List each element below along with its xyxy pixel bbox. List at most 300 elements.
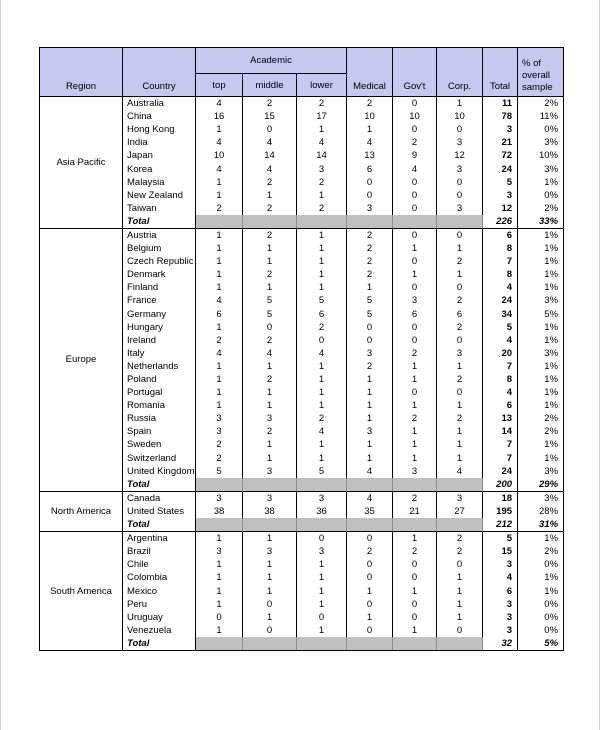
academic-lower-cell: 1: [297, 360, 347, 373]
total-blank-cell: [393, 215, 437, 229]
academic-lower-cell: 0: [297, 334, 347, 347]
medical-cell: 4: [347, 465, 393, 478]
total-cell: 13: [483, 412, 518, 425]
academic-middle-cell: 0: [243, 123, 297, 136]
academic-middle-cell: 4: [243, 136, 297, 149]
country-cell: Peru: [123, 598, 196, 611]
govt-cell: 0: [393, 611, 437, 624]
table-row: [40, 491, 564, 505]
academic-top-cell: 1: [196, 360, 243, 373]
academic-top-cell: 5: [196, 465, 243, 478]
academic-lower-cell: 1: [297, 571, 347, 584]
table-row: [40, 532, 564, 546]
academic-middle-cell: 15: [243, 110, 297, 123]
govt-cell: 9: [393, 149, 437, 162]
medical-cell: 0: [347, 558, 393, 571]
academic-top-cell: 2: [196, 202, 243, 215]
total-label: Total: [123, 215, 196, 229]
govt-cell: 1: [393, 242, 437, 255]
country-cell: Switzerland: [123, 452, 196, 465]
medical-cell: 0: [347, 176, 393, 189]
corp-cell: 1: [437, 360, 483, 373]
corp-cell: 2: [437, 321, 483, 334]
medical-cell: 3: [347, 202, 393, 215]
medical-cell: 2: [347, 545, 393, 558]
academic-middle-cell: 5: [243, 308, 297, 321]
academic-middle-cell: 2: [243, 97, 297, 111]
govt-cell: 1: [393, 360, 437, 373]
medical-cell: 1: [347, 281, 393, 294]
country-cell: Hungary: [123, 321, 196, 334]
academic-lower-cell: 1: [297, 242, 347, 255]
total-blank-cell: [437, 478, 483, 492]
academic-top-cell: 0: [196, 611, 243, 624]
pct-cell: 1%: [518, 321, 564, 334]
total-cell: 8: [483, 268, 518, 281]
academic-lower-cell: 3: [297, 545, 347, 558]
academic-middle-cell: 2: [243, 334, 297, 347]
total-cell: 11: [483, 97, 518, 111]
pct-cell: 1%: [518, 360, 564, 373]
academic-middle-cell: 2: [243, 176, 297, 189]
medical-cell: 3: [347, 425, 393, 438]
medical-cell: 2: [347, 228, 393, 242]
academic-top-cell: 4: [196, 347, 243, 360]
medical-cell: 2: [347, 360, 393, 373]
govt-cell: 1: [393, 438, 437, 451]
total-cell: 4: [483, 386, 518, 399]
govt-cell: 1: [393, 399, 437, 412]
total-blank-cell: [243, 215, 297, 229]
country-cell: Italy: [123, 347, 196, 360]
total-cell: 24: [483, 162, 518, 175]
corp-cell: 2: [437, 294, 483, 307]
total-cell: 7: [483, 360, 518, 373]
corp-cell: 1: [437, 97, 483, 111]
academic-middle-cell: 0: [243, 598, 297, 611]
total-cell: 8: [483, 242, 518, 255]
corp-cell: 1: [437, 584, 483, 597]
total-cell: 12: [483, 202, 518, 215]
academic-lower-cell: 1: [297, 281, 347, 294]
academic-top-cell: 10: [196, 149, 243, 162]
corp-cell: 3: [437, 491, 483, 505]
corp-cell: 2: [437, 255, 483, 268]
academic-middle-cell: 4: [243, 347, 297, 360]
country-cell: Canada: [123, 491, 196, 505]
country-cell: Uruguay: [123, 611, 196, 624]
academic-lower-cell: 1: [297, 386, 347, 399]
academic-top-cell: 1: [196, 624, 243, 637]
regional-sample-table: [39, 47, 564, 651]
academic-lower-cell: 1: [297, 624, 347, 637]
medical-cell: 2: [347, 97, 393, 111]
pct-cell: 2%: [518, 412, 564, 425]
corp-cell: 0: [437, 386, 483, 399]
academic-top-cell: 4: [196, 294, 243, 307]
medical-cell: 0: [347, 571, 393, 584]
academic-top-cell: 1: [196, 584, 243, 597]
academic-lower-cell: 1: [297, 399, 347, 412]
country-cell: Denmark: [123, 268, 196, 281]
country-cell: Poland: [123, 373, 196, 386]
country-cell: Portugal: [123, 386, 196, 399]
govt-cell: 2: [393, 491, 437, 505]
govt-cell: 2: [393, 545, 437, 558]
medical-cell: 5: [347, 308, 393, 321]
govt-cell: 0: [393, 334, 437, 347]
pct-cell: 2%: [518, 425, 564, 438]
govt-cell: 0: [393, 97, 437, 111]
medical-cell: 1: [347, 412, 393, 425]
academic-middle-cell: 1: [243, 281, 297, 294]
corp-cell: 0: [437, 176, 483, 189]
govt-cell: 0: [393, 571, 437, 584]
academic-middle-cell: 0: [243, 321, 297, 334]
country-cell: New Zealand: [123, 189, 196, 202]
total-value: 200: [483, 478, 518, 492]
academic-lower-cell: 0: [297, 532, 347, 546]
medical-cell: 1: [347, 123, 393, 136]
corp-cell: 3: [437, 347, 483, 360]
country-cell: Hong Kong: [123, 123, 196, 136]
govt-cell: 2: [393, 412, 437, 425]
academic-middle-cell: 5: [243, 294, 297, 307]
pct-cell: 1%: [518, 268, 564, 281]
table-row: [40, 228, 564, 242]
country-cell: Malaysia: [123, 176, 196, 189]
academic-lower-cell: 36: [297, 505, 347, 518]
academic-middle-cell: 1: [243, 255, 297, 268]
academic-middle-cell: 1: [243, 242, 297, 255]
academic-middle-cell: 3: [243, 491, 297, 505]
country-cell: United Kingdom: [123, 465, 196, 478]
academic-top-header: top: [196, 74, 243, 97]
region-cell: South America: [40, 532, 123, 651]
academic-lower-cell: 6: [297, 308, 347, 321]
academic-top-cell: 1: [196, 189, 243, 202]
pct-cell: 1%: [518, 438, 564, 451]
total-cell: 4: [483, 334, 518, 347]
academic-middle-cell: 2: [243, 228, 297, 242]
country-cell: United States: [123, 505, 196, 518]
total-blank-cell: [393, 637, 437, 651]
total-cell: 8: [483, 373, 518, 386]
academic-lower-cell: 1: [297, 255, 347, 268]
academic-lower-cell: 2: [297, 321, 347, 334]
country-cell: Australia: [123, 97, 196, 111]
academic-top-cell: 1: [196, 598, 243, 611]
medical-cell: 6: [347, 162, 393, 175]
pct-cell: 1%: [518, 334, 564, 347]
medical-header: Medical: [347, 48, 393, 97]
academic-middle-cell: 1: [243, 611, 297, 624]
medical-cell: 1: [347, 584, 393, 597]
govt-cell: 0: [393, 189, 437, 202]
country-cell: Mexico: [123, 584, 196, 597]
total-blank-cell: [243, 518, 297, 532]
pct-cell: 2%: [518, 97, 564, 111]
total-pct: 33%: [518, 215, 564, 229]
total-cell: 15: [483, 545, 518, 558]
academic-top-cell: 4: [196, 162, 243, 175]
academic-lower-cell: 2: [297, 412, 347, 425]
academic-top-cell: 1: [196, 386, 243, 399]
country-cell: Argentina: [123, 532, 196, 546]
pct-cell: 0%: [518, 558, 564, 571]
medical-cell: 10: [347, 110, 393, 123]
total-cell: 3: [483, 598, 518, 611]
total-blank-cell: [393, 478, 437, 492]
total-cell: 4: [483, 281, 518, 294]
academic-lower-cell: 1: [297, 598, 347, 611]
academic-top-cell: 3: [196, 425, 243, 438]
country-cell: Taiwan: [123, 202, 196, 215]
academic-top-cell: 1: [196, 532, 243, 546]
academic-lower-cell: 1: [297, 452, 347, 465]
govt-cell: 0: [393, 202, 437, 215]
table-row: [40, 97, 564, 111]
corp-cell: 0: [437, 123, 483, 136]
pct-cell: 1%: [518, 281, 564, 294]
govt-cell: 1: [393, 584, 437, 597]
total-cell: 3: [483, 189, 518, 202]
total-blank-cell: [243, 478, 297, 492]
academic-top-cell: 3: [196, 545, 243, 558]
total-cell: 4: [483, 571, 518, 584]
pct-header: % of overall sample: [518, 48, 564, 97]
medical-cell: 4: [347, 491, 393, 505]
total-cell: 21: [483, 136, 518, 149]
corp-cell: 0: [437, 558, 483, 571]
academic-lower-cell: 1: [297, 584, 347, 597]
academic-top-cell: 1: [196, 399, 243, 412]
total-pct: 5%: [518, 637, 564, 651]
academic-top-cell: 1: [196, 281, 243, 294]
academic-middle-cell: 1: [243, 584, 297, 597]
academic-lower-cell: 4: [297, 136, 347, 149]
academic-lower-cell: 1: [297, 123, 347, 136]
medical-cell: 0: [347, 532, 393, 546]
total-blank-cell: [393, 518, 437, 532]
country-cell: Sweden: [123, 438, 196, 451]
corp-header: Corp.: [437, 48, 483, 97]
total-cell: 3: [483, 611, 518, 624]
govt-cell: 0: [393, 598, 437, 611]
academic-top-cell: 1: [196, 558, 243, 571]
corp-cell: 0: [437, 228, 483, 242]
academic-middle-cell: 1: [243, 532, 297, 546]
total-cell: 6: [483, 228, 518, 242]
academic-middle-cell: 1: [243, 189, 297, 202]
academic-top-cell: 1: [196, 268, 243, 281]
corp-cell: 0: [437, 281, 483, 294]
academic-lower-cell: 1: [297, 558, 347, 571]
govt-cell: 3: [393, 294, 437, 307]
corp-cell: 3: [437, 136, 483, 149]
corp-cell: 2: [437, 373, 483, 386]
academic-lower-cell: 0: [297, 611, 347, 624]
academic-middle-cell: 14: [243, 149, 297, 162]
corp-cell: 6: [437, 308, 483, 321]
govt-cell: 0: [393, 123, 437, 136]
region-cell: Europe: [40, 228, 123, 491]
country-cell: Finland: [123, 281, 196, 294]
academic-middle-cell: 1: [243, 399, 297, 412]
pct-cell: 0%: [518, 598, 564, 611]
govt-cell: 1: [393, 425, 437, 438]
pct-cell: 28%: [518, 505, 564, 518]
total-cell: 5: [483, 532, 518, 546]
total-cell: 14: [483, 425, 518, 438]
total-label: Total: [123, 637, 196, 651]
corp-cell: 0: [437, 334, 483, 347]
corp-cell: 10: [437, 110, 483, 123]
table-body: [40, 97, 564, 651]
medical-cell: 2: [347, 268, 393, 281]
medical-cell: 4: [347, 136, 393, 149]
total-blank-cell: [347, 215, 393, 229]
corp-cell: 1: [437, 425, 483, 438]
academic-top-cell: 1: [196, 373, 243, 386]
pct-cell: 1%: [518, 255, 564, 268]
medical-cell: 1: [347, 373, 393, 386]
total-value: 212: [483, 518, 518, 532]
academic-lower-cell: 2: [297, 176, 347, 189]
pct-cell: 1%: [518, 571, 564, 584]
pct-cell: 1%: [518, 399, 564, 412]
pct-cell: 1%: [518, 373, 564, 386]
academic-middle-cell: 3: [243, 465, 297, 478]
total-cell: 24: [483, 294, 518, 307]
region-header: Region: [40, 48, 123, 97]
pct-cell: 11%: [518, 110, 564, 123]
academic-middle-cell: 1: [243, 571, 297, 584]
govt-cell: 4: [393, 162, 437, 175]
medical-cell: 3: [347, 347, 393, 360]
corp-cell: 1: [437, 242, 483, 255]
academic-top-cell: 2: [196, 452, 243, 465]
total-pct: 31%: [518, 518, 564, 532]
govt-cell: 3: [393, 465, 437, 478]
academic-lower-cell: 4: [297, 347, 347, 360]
academic-top-cell: 2: [196, 438, 243, 451]
corp-cell: 0: [437, 189, 483, 202]
academic-middle-cell: 0: [243, 624, 297, 637]
country-cell: Germany: [123, 308, 196, 321]
corp-cell: 0: [437, 624, 483, 637]
govt-cell: 0: [393, 228, 437, 242]
total-blank-cell: [297, 478, 347, 492]
country-cell: India: [123, 136, 196, 149]
govt-cell: 6: [393, 308, 437, 321]
academic-top-cell: 2: [196, 334, 243, 347]
govt-cell: 1: [393, 373, 437, 386]
total-cell: 7: [483, 255, 518, 268]
academic-middle-cell: 1: [243, 438, 297, 451]
pct-cell: 1%: [518, 532, 564, 546]
country-cell: Romania: [123, 399, 196, 412]
total-cell: 5: [483, 176, 518, 189]
academic-middle-cell: 3: [243, 412, 297, 425]
pct-cell: 3%: [518, 294, 564, 307]
total-blank-cell: [196, 215, 243, 229]
academic-middle-cell: 1: [243, 452, 297, 465]
academic-lower-cell: 4: [297, 425, 347, 438]
corp-cell: 27: [437, 505, 483, 518]
medical-cell: 0: [347, 598, 393, 611]
academic-middle-cell: 38: [243, 505, 297, 518]
total-cell: 6: [483, 584, 518, 597]
academic-top-cell: 1: [196, 571, 243, 584]
total-blank-cell: [196, 518, 243, 532]
total-cell: 3: [483, 558, 518, 571]
country-cell: Korea: [123, 162, 196, 175]
corp-cell: 4: [437, 465, 483, 478]
total-cell: 20: [483, 347, 518, 360]
academic-lower-cell: 1: [297, 189, 347, 202]
academic-middle-cell: 2: [243, 268, 297, 281]
govt-cell: 0: [393, 321, 437, 334]
pct-cell: 1%: [518, 584, 564, 597]
govt-cell: 0: [393, 176, 437, 189]
academic-top-cell: 1: [196, 228, 243, 242]
total-blank-cell: [196, 637, 243, 651]
medical-cell: 2: [347, 255, 393, 268]
total-blank-cell: [437, 637, 483, 651]
academic-lower-cell: 5: [297, 465, 347, 478]
govt-cell: 1: [393, 452, 437, 465]
corp-cell: 1: [437, 598, 483, 611]
pct-cell: 5%: [518, 308, 564, 321]
pct-cell: 0%: [518, 123, 564, 136]
total-cell: 3: [483, 123, 518, 136]
medical-cell: 1: [347, 386, 393, 399]
total-cell: 195: [483, 505, 518, 518]
corp-cell: 3: [437, 162, 483, 175]
corp-cell: 1: [437, 399, 483, 412]
medical-cell: 1: [347, 438, 393, 451]
country-cell: Czech Republic: [123, 255, 196, 268]
academic-top-cell: 1: [196, 255, 243, 268]
corp-cell: 1: [437, 438, 483, 451]
academic-lower-cell: 1: [297, 373, 347, 386]
pct-cell: 1%: [518, 452, 564, 465]
corp-cell: 1: [437, 452, 483, 465]
govt-cell: 2: [393, 347, 437, 360]
total-label: Total: [123, 518, 196, 532]
total-blank-cell: [437, 215, 483, 229]
academic-lower-header: lower: [297, 74, 347, 97]
country-cell: Colombia: [123, 571, 196, 584]
corp-cell: 2: [437, 545, 483, 558]
academic-lower-cell: 5: [297, 294, 347, 307]
medical-cell: 1: [347, 452, 393, 465]
academic-middle-cell: 3: [243, 545, 297, 558]
medical-cell: 1: [347, 399, 393, 412]
academic-top-cell: 16: [196, 110, 243, 123]
country-cell: Netherlands: [123, 360, 196, 373]
country-cell: France: [123, 294, 196, 307]
academic-lower-cell: 17: [297, 110, 347, 123]
corp-cell: 1: [437, 268, 483, 281]
corp-cell: 1: [437, 571, 483, 584]
country-cell: Brazil: [123, 545, 196, 558]
academic-lower-cell: 1: [297, 438, 347, 451]
govt-cell: 10: [393, 110, 437, 123]
academic-top-cell: 4: [196, 97, 243, 111]
total-blank-cell: [437, 518, 483, 532]
